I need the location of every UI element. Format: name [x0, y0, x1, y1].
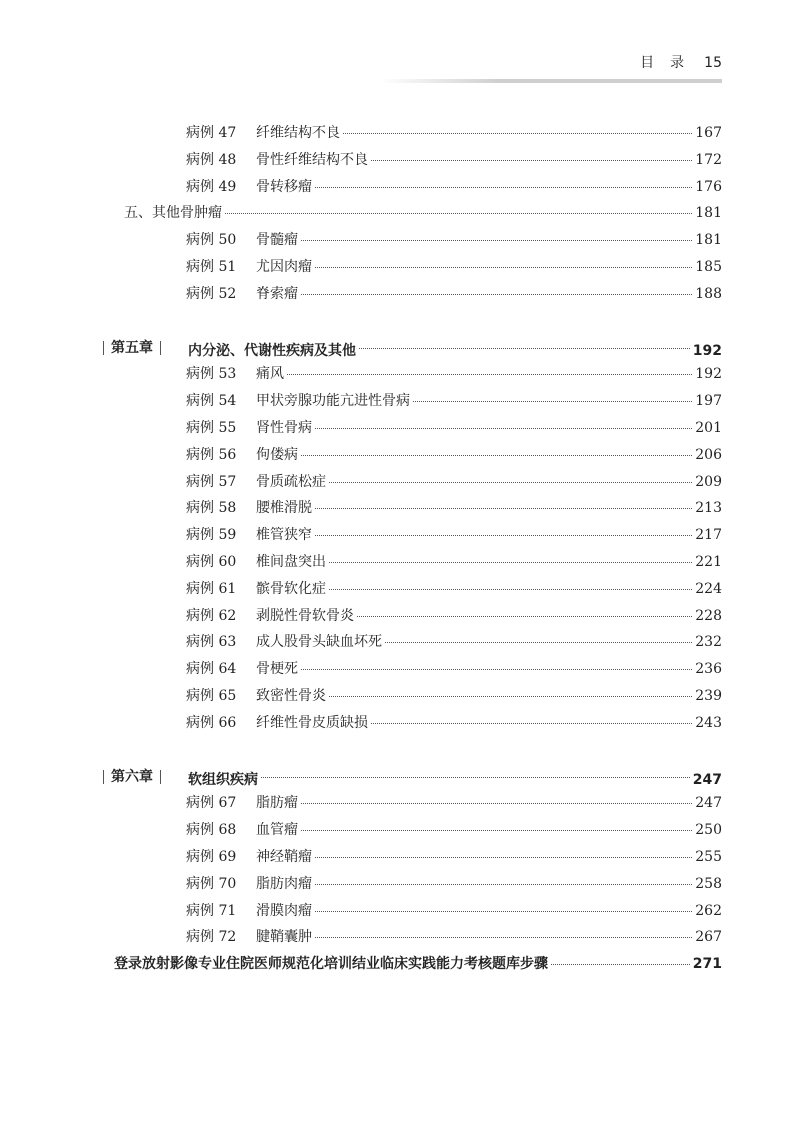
dot-leader — [315, 427, 692, 429]
page-number: 221 — [695, 554, 722, 570]
dot-leader — [371, 159, 692, 161]
case-number: 病例 72 — [186, 929, 237, 946]
toc-entry-case[interactable] — [186, 497, 722, 519]
chapter-title: 软组织疾病 — [188, 771, 258, 788]
page-number: 236 — [695, 661, 722, 678]
toc-entry-case[interactable] — [186, 283, 722, 305]
case-title: 肾性骨病 — [256, 420, 312, 436]
dot-leader — [315, 910, 692, 912]
dot-leader — [315, 856, 692, 858]
case-title: 纤维结构不良 — [256, 125, 340, 141]
toc-entry-chapter[interactable] — [96, 337, 722, 359]
dot-leader — [371, 722, 692, 724]
toc-entry-case[interactable] — [186, 846, 722, 868]
case-title: 佝偻病 — [256, 446, 298, 463]
case-number: 病例 50 — [186, 232, 237, 249]
dot-leader — [329, 588, 692, 590]
header-title: 目录 — [640, 55, 701, 71]
case-title: 骨梗死 — [256, 661, 298, 678]
dot-leader — [385, 641, 692, 643]
dot-leader — [315, 534, 692, 536]
case-number: 病例 52 — [186, 285, 237, 302]
page-number: 255 — [695, 849, 722, 865]
case-title: 致密性骨炎 — [256, 688, 326, 704]
dot-leader — [329, 481, 692, 483]
toc-entry-case[interactable] — [186, 176, 722, 198]
case-title: 腰椎滑脱 — [256, 500, 312, 517]
page-number: 217 — [695, 527, 722, 544]
page-number: 267 — [695, 929, 722, 946]
header-rule — [380, 79, 722, 83]
page-number: 167 — [695, 125, 722, 141]
dot-leader — [315, 266, 692, 268]
toc-entry-case[interactable] — [186, 605, 722, 627]
toc-entry-case[interactable] — [186, 926, 722, 948]
toc-entry-final[interactable] — [114, 953, 722, 975]
header-page-number: 15 — [704, 55, 722, 71]
dot-leader — [359, 347, 690, 349]
toc-entry-case[interactable] — [186, 390, 722, 412]
chapter-label — [96, 766, 176, 788]
case-number: 病例 67 — [186, 795, 237, 812]
case-number: 病例 64 — [186, 661, 237, 678]
case-title: 骨性纤维结构不良 — [256, 151, 368, 168]
case-number: 病例 54 — [186, 393, 237, 410]
case-title: 脊索瘤 — [256, 285, 298, 302]
page-number: 181 — [695, 232, 722, 249]
page-number: 262 — [695, 902, 722, 919]
toc-entry-case[interactable] — [186, 256, 722, 278]
case-number: 病例 56 — [186, 446, 237, 463]
dot-leader — [261, 776, 690, 778]
dot-leader — [301, 802, 692, 804]
case-number: 病例 48 — [186, 151, 237, 168]
case-number: 病例 70 — [186, 875, 237, 892]
chapter-title: 内分泌、代谢性疾病及其他 — [188, 342, 356, 359]
case-number: 病例 63 — [186, 634, 237, 651]
case-number: 病例 53 — [186, 366, 237, 383]
toc-entry-case[interactable] — [186, 873, 722, 895]
case-title: 痛风 — [256, 366, 284, 383]
toc-entry-case[interactable] — [186, 631, 722, 653]
page-number: 206 — [695, 446, 722, 463]
case-number: 病例 47 — [186, 125, 237, 141]
case-title: 尤因肉瘤 — [256, 259, 312, 275]
dot-leader — [301, 829, 692, 831]
case-number: 病例 71 — [186, 902, 237, 919]
toc-entry-section[interactable] — [124, 202, 722, 224]
page-number: 197 — [695, 393, 722, 410]
toc-entry-case[interactable] — [186, 819, 722, 841]
toc-entry-case[interactable] — [186, 551, 722, 573]
dot-leader — [329, 695, 692, 697]
dot-leader — [329, 561, 692, 563]
dot-leader — [301, 239, 692, 241]
toc-entry-case[interactable] — [186, 229, 722, 251]
page-number: 247 — [692, 771, 722, 788]
dot-leader — [301, 668, 692, 670]
case-number: 病例 66 — [186, 714, 237, 731]
section-title: 五、其他骨肿瘤 — [124, 205, 222, 222]
page-number: 188 — [695, 285, 722, 302]
page-number: 181 — [695, 205, 722, 222]
case-title: 骨髓瘤 — [256, 232, 298, 249]
dot-leader — [315, 936, 692, 938]
page-number: 247 — [695, 795, 722, 812]
dot-leader — [343, 132, 692, 134]
case-title: 椎管狭窄 — [256, 527, 312, 544]
final-title: 登录放射影像专业住院医师规范化培训结业临床实践能力考核题库步骤 — [114, 956, 548, 973]
case-title: 腱鞘囊肿 — [256, 929, 312, 946]
case-title: 脂肪肉瘤 — [256, 875, 312, 892]
page-number: 176 — [695, 178, 722, 195]
chapter-divider — [160, 770, 161, 784]
chapter-number: 第六章 — [111, 768, 153, 785]
page-number: 271 — [692, 956, 722, 973]
toc-entry-chapter[interactable] — [96, 766, 722, 788]
page-number: 185 — [695, 259, 722, 275]
case-title: 甲状旁腺功能亢进性骨病 — [256, 393, 410, 410]
page-number: 239 — [695, 688, 722, 704]
case-number: 病例 58 — [186, 500, 237, 517]
page-number: 232 — [695, 634, 722, 651]
toc-entry-case[interactable] — [186, 578, 722, 600]
chapter-label — [96, 337, 176, 359]
case-number: 病例 59 — [186, 527, 237, 544]
page-number: 209 — [695, 473, 722, 490]
case-number: 病例 61 — [186, 580, 237, 597]
dot-leader — [301, 454, 692, 456]
case-title: 神经鞘瘤 — [256, 849, 312, 865]
case-title: 剥脱性骨软骨炎 — [256, 607, 354, 624]
dot-leader — [301, 293, 692, 295]
dot-leader — [287, 373, 692, 375]
page-number: 213 — [695, 500, 722, 517]
case-title: 骨质疏松症 — [256, 473, 326, 490]
dot-leader — [357, 615, 692, 617]
case-number: 病例 49 — [186, 178, 237, 195]
case-number: 病例 55 — [186, 420, 237, 436]
toc-entry-case[interactable] — [186, 685, 722, 707]
chapter-divider — [103, 341, 104, 355]
toc-entry-case[interactable] — [186, 417, 722, 439]
case-title: 成人股骨头缺血坏死 — [256, 634, 382, 651]
dot-leader — [551, 963, 690, 965]
toc-entry-case[interactable] — [186, 122, 722, 144]
case-number: 病例 69 — [186, 849, 237, 865]
case-number: 病例 51 — [186, 259, 237, 275]
chapter-number: 第五章 — [111, 339, 153, 356]
toc-entry-case[interactable] — [186, 444, 722, 466]
toc-entry-case[interactable] — [186, 471, 722, 493]
page-number: 243 — [695, 714, 722, 731]
page-number: 172 — [695, 151, 722, 168]
page-number: 250 — [695, 822, 722, 839]
toc-entry-case[interactable] — [186, 658, 722, 680]
page-number: 192 — [692, 342, 722, 359]
dot-leader — [315, 883, 692, 885]
case-number: 病例 60 — [186, 554, 237, 570]
toc-entry-case[interactable] — [186, 363, 722, 385]
page-number: 192 — [695, 366, 722, 383]
page-number: 201 — [695, 420, 722, 436]
case-title: 髌骨软化症 — [256, 580, 326, 597]
page-number: 258 — [695, 875, 722, 892]
toc-entry-case[interactable] — [186, 524, 722, 546]
case-title: 脂肪瘤 — [256, 795, 298, 812]
dot-leader — [413, 400, 692, 402]
toc-entry-case[interactable] — [186, 149, 722, 171]
case-number: 病例 62 — [186, 607, 237, 624]
case-title: 骨转移瘤 — [256, 178, 312, 195]
case-number: 病例 57 — [186, 473, 237, 490]
toc-entry-case[interactable] — [186, 712, 722, 734]
page-number: 224 — [695, 580, 722, 597]
chapter-divider — [103, 770, 104, 784]
running-header — [640, 52, 722, 72]
dot-leader — [225, 212, 692, 214]
case-title: 滑膜肉瘤 — [256, 902, 312, 919]
case-number: 病例 65 — [186, 688, 237, 704]
dot-leader — [315, 186, 692, 188]
case-title: 椎间盘突出 — [256, 554, 326, 570]
case-number: 病例 68 — [186, 822, 237, 839]
page-number: 228 — [695, 607, 722, 624]
toc-entry-case[interactable] — [186, 900, 722, 922]
chapter-divider — [160, 341, 161, 355]
dot-leader — [315, 507, 692, 509]
case-title: 纤维性骨皮质缺损 — [256, 714, 368, 731]
case-title: 血管瘤 — [256, 822, 298, 839]
toc-entry-case[interactable] — [186, 792, 722, 814]
